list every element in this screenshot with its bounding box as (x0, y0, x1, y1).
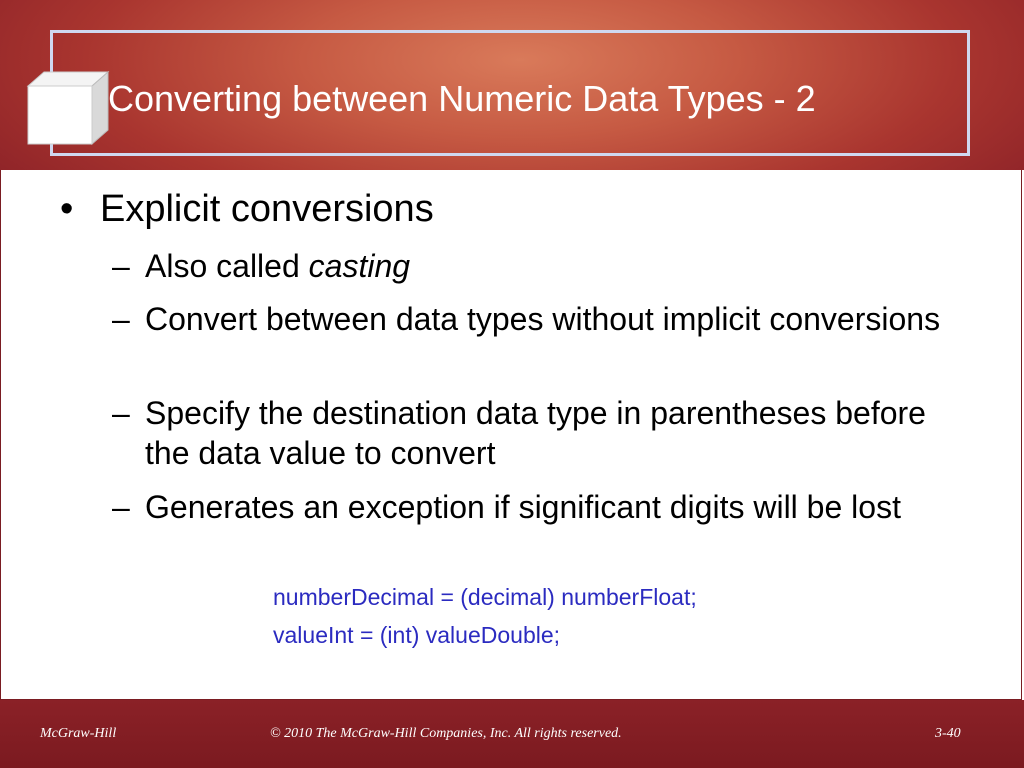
subpoint-4-text: Generates an exception if significant digits will be lost (145, 489, 901, 525)
footer-copyright: © 2010 The McGraw-Hill Companies, Inc. All rights reserved. (270, 726, 622, 741)
subpoint-1 (112, 246, 912, 286)
slide-title: Converting between Numeric Data Types - 2 (108, 78, 816, 119)
main-bullet (60, 186, 434, 232)
sub-marker: – (112, 395, 130, 431)
subpoint-3 (112, 393, 942, 473)
subpoint-3-text: Specify the destination data type in parentheses before the data value to convert (145, 395, 926, 471)
bullet-marker: • (60, 188, 74, 230)
sub-marker: – (112, 301, 130, 337)
subpoint-2 (112, 299, 942, 339)
footer-bar (0, 700, 1024, 768)
footer-publisher: McGraw-Hill (40, 726, 117, 741)
sub-marker: – (112, 489, 130, 525)
code-line-2: valueInt = (int) valueDouble; (273, 622, 561, 648)
subpoint-4 (112, 487, 972, 527)
sub-marker: – (112, 248, 130, 284)
bullet-text: Explicit conversions (100, 188, 434, 230)
subpoint-1-emphasis: casting (308, 248, 411, 284)
subpoint-1-text: Also called (145, 248, 309, 284)
code-line-1: numberDecimal = (decimal) numberFloat; (273, 584, 697, 610)
subpoint-2-text: Convert between data types without implicit conversions (145, 301, 941, 337)
footer-page-number: 3-40 (935, 726, 961, 741)
white-cube-icon (24, 68, 114, 148)
